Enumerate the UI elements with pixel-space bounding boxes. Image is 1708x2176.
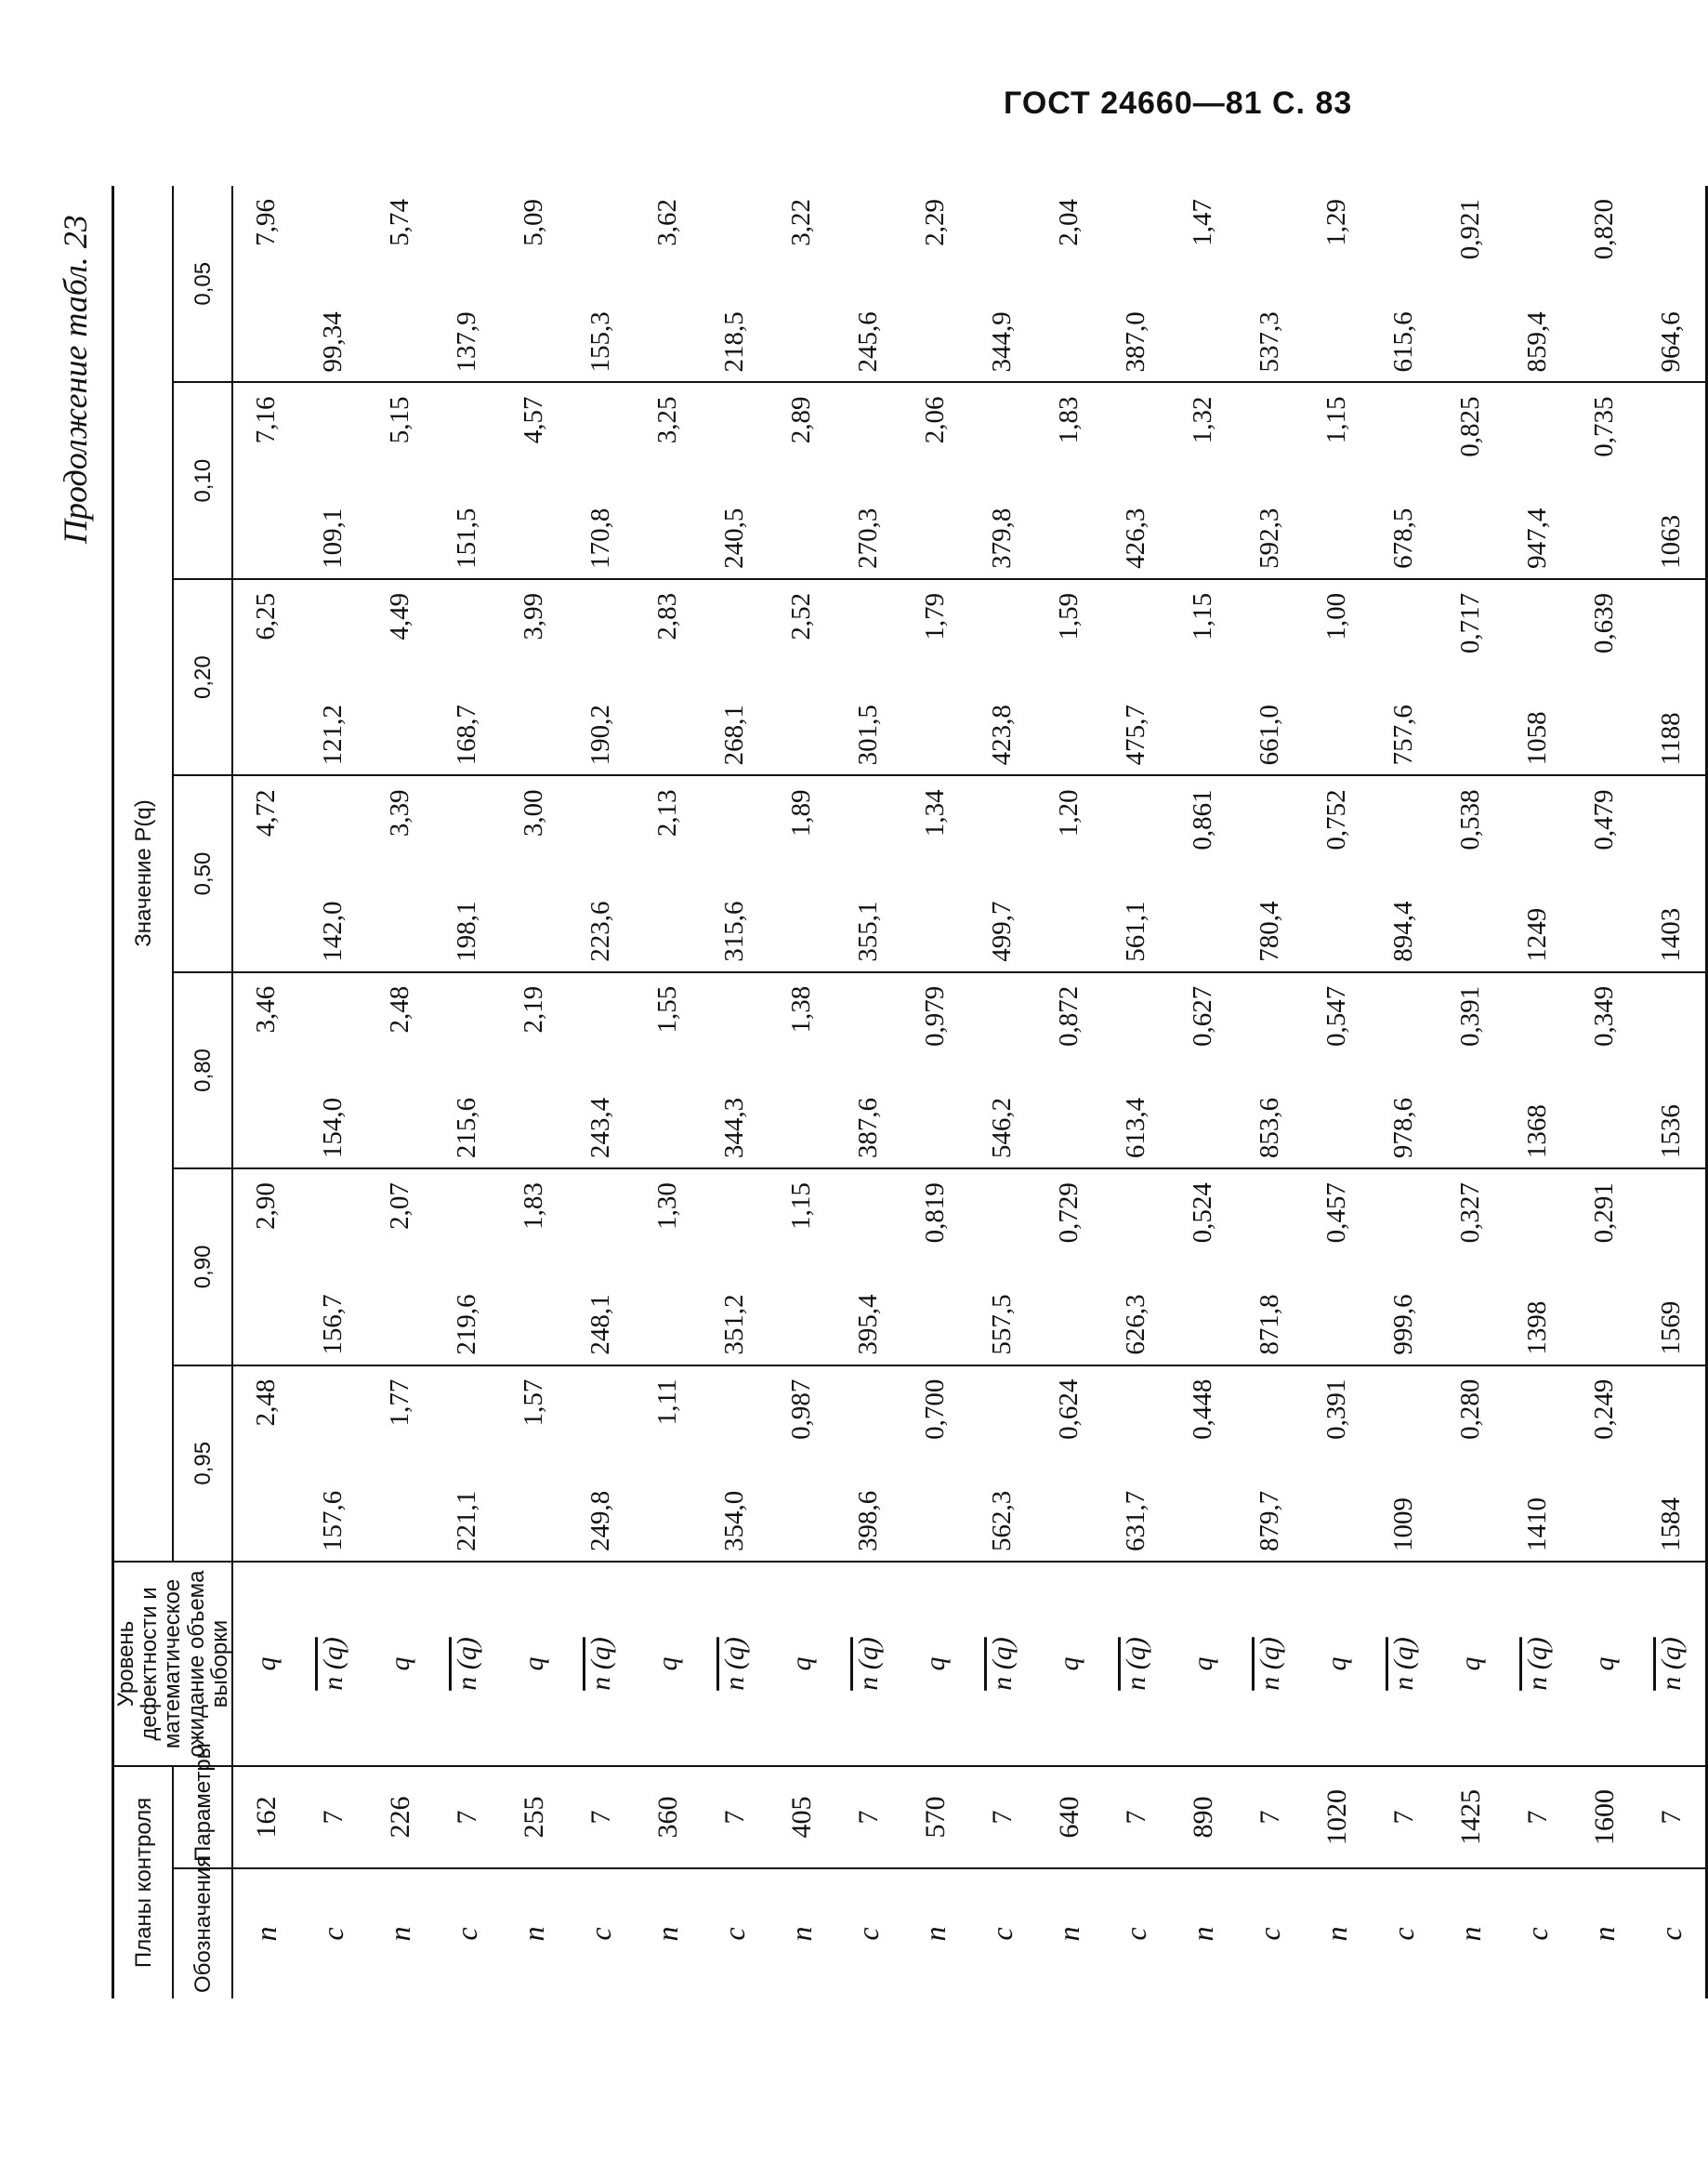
value-cell: 248,1 — [568, 1168, 635, 1365]
level-cell: n (q) — [1237, 1562, 1304, 1766]
parameter-cell: 570 — [902, 1766, 969, 1868]
parameter-cell: 162 — [232, 1766, 300, 1868]
designation-cell: c — [450, 1927, 484, 1941]
value-cell: 2,83 — [635, 579, 702, 775]
value-cell: 3,46 — [232, 972, 300, 1168]
designation-cell: c — [584, 1927, 618, 1941]
level-cell: n (q) — [1638, 1562, 1707, 1766]
value-cell: 1,57 — [501, 1365, 568, 1562]
value-cell: 546,2 — [969, 972, 1036, 1168]
level-cell: n (q) — [969, 1562, 1036, 1766]
table-row — [1103, 186, 1170, 1998]
table-row — [835, 186, 902, 1998]
value-cell: 3,39 — [367, 775, 434, 971]
value-cell: 0,349 — [1571, 972, 1638, 1168]
p-value-header: 0,20 — [173, 579, 232, 775]
value-cell: 170,8 — [568, 382, 635, 578]
value-cell: 151,5 — [434, 382, 501, 578]
value-cell: 1,89 — [769, 775, 835, 971]
value-cell: 398,6 — [835, 1365, 902, 1562]
level-cell: q — [1036, 1562, 1103, 1766]
value-cell: 592,3 — [1237, 382, 1304, 578]
data-table — [112, 186, 1708, 1998]
value-cell: 190,2 — [568, 579, 635, 775]
value-cell: 1,29 — [1304, 186, 1371, 382]
table-row — [1036, 186, 1103, 1998]
value-cell: 853,6 — [1237, 972, 1304, 1168]
value-cell: 245,6 — [835, 186, 902, 382]
value-cell: 964,6 — [1638, 186, 1707, 382]
value-cell: 859,4 — [1504, 186, 1571, 382]
parameter-cell: 7 — [568, 1766, 635, 1868]
value-cell: 0,479 — [1571, 775, 1638, 971]
parameter-cell: 1020 — [1304, 1766, 1371, 1868]
value-cell: 1,00 — [1304, 579, 1371, 775]
value-cell: 2,48 — [367, 972, 434, 1168]
level-cell: q — [769, 1562, 835, 1766]
designation-cell: n — [383, 1926, 417, 1942]
value-cell: 218,5 — [702, 186, 769, 382]
value-cell: 2,90 — [232, 1168, 300, 1365]
level-cell: q — [1170, 1562, 1237, 1766]
table-row — [1304, 186, 1371, 1998]
value-cell: 0,819 — [902, 1168, 969, 1365]
designation-cell: n — [517, 1926, 551, 1942]
table-body — [232, 186, 1707, 1998]
value-cell: 1368 — [1504, 972, 1571, 1168]
value-cell: 1,79 — [902, 579, 969, 775]
value-cell: 2,19 — [501, 972, 568, 1168]
value-cell: 0,729 — [1036, 1168, 1103, 1365]
value-cell: 4,49 — [367, 579, 434, 775]
designation-cell: n — [1453, 1926, 1488, 1942]
value-cell: 137,9 — [434, 186, 501, 382]
designation-cell: c — [1520, 1927, 1555, 1941]
value-cell: 1,59 — [1036, 579, 1103, 775]
value-cell: 0,752 — [1304, 775, 1371, 971]
value-cell: 219,6 — [434, 1168, 501, 1365]
table-row — [902, 186, 969, 1998]
table-row — [769, 186, 835, 1998]
value-cell: 475,7 — [1103, 579, 1170, 775]
designation-cell: c — [1253, 1927, 1287, 1941]
level-cell: q — [1304, 1562, 1371, 1766]
value-cell: 354,0 — [702, 1365, 769, 1562]
value-cell: 387,0 — [1103, 186, 1170, 382]
designation-cell: n — [784, 1926, 819, 1942]
level-cell: n (q) — [300, 1562, 367, 1766]
parameter-cell: 255 — [501, 1766, 568, 1868]
level-cell: q — [232, 1562, 300, 1766]
table-row — [1571, 186, 1638, 1998]
table-row — [501, 186, 568, 1998]
value-cell: 2,89 — [769, 382, 835, 578]
parameter-cell: 7 — [702, 1766, 769, 1868]
value-cell: 1,32 — [1170, 382, 1237, 578]
value-cell: 678,5 — [1371, 382, 1438, 578]
table-row — [1504, 186, 1571, 1998]
value-cell: 3,62 — [635, 186, 702, 382]
p-value-header: 0,90 — [173, 1168, 232, 1365]
value-cell: 99,34 — [300, 186, 367, 382]
designation-cell: c — [1654, 1927, 1688, 1941]
level-cell: q — [902, 1562, 969, 1766]
value-cell: 0,280 — [1438, 1365, 1504, 1562]
value-cell: 626,3 — [1103, 1168, 1170, 1365]
value-cell: 2,48 — [232, 1365, 300, 1562]
value-cell: 562,3 — [969, 1365, 1036, 1562]
value-cell: 561,1 — [1103, 775, 1170, 971]
level-cell: n (q) — [702, 1562, 769, 1766]
parameter-cell: 7 — [969, 1766, 1036, 1868]
value-cell: 270,3 — [835, 382, 902, 578]
value-cell: 2,06 — [902, 382, 969, 578]
table-row — [300, 186, 367, 1998]
value-cell: 0,717 — [1438, 579, 1504, 775]
designation-cell: n — [1587, 1926, 1622, 1942]
value-cell: 0,979 — [902, 972, 969, 1168]
value-cell: 1403 — [1638, 775, 1707, 971]
value-cell: 2,04 — [1036, 186, 1103, 382]
value-cell: 155,3 — [568, 186, 635, 382]
value-cell: 1,47 — [1170, 186, 1237, 382]
value-cell: 344,3 — [702, 972, 769, 1168]
designation-cell: n — [650, 1926, 685, 1942]
parameter-cell: 890 — [1170, 1766, 1237, 1868]
p-value-header: 0,95 — [173, 1365, 232, 1562]
table-row — [367, 186, 434, 1998]
value-cell: 3,25 — [635, 382, 702, 578]
value-cell: 6,25 — [232, 579, 300, 775]
parameter-cell: 1600 — [1571, 1766, 1638, 1868]
value-cell: 879,7 — [1237, 1365, 1304, 1562]
parameter-cell: 7 — [1371, 1766, 1438, 1868]
value-cell: 1,83 — [501, 1168, 568, 1365]
designation-cell: c — [1119, 1927, 1153, 1941]
value-cell: 1569 — [1638, 1168, 1707, 1365]
value-cell: 268,1 — [702, 579, 769, 775]
p-value-header: 0,10 — [173, 382, 232, 578]
level-cell: n (q) — [568, 1562, 635, 1766]
parameter-cell: 7 — [300, 1766, 367, 1868]
value-cell: 1536 — [1638, 972, 1707, 1168]
value-cell: 3,99 — [501, 579, 568, 775]
parameter-cell: 7 — [835, 1766, 902, 1868]
value-cell: 3,22 — [769, 186, 835, 382]
table-row — [702, 186, 769, 1998]
table-row — [969, 186, 1036, 1998]
value-cell: 947,4 — [1504, 382, 1571, 578]
parameter-cell: 640 — [1036, 1766, 1103, 1868]
value-cell: 215,6 — [434, 972, 501, 1168]
designation-cell: c — [1386, 1927, 1421, 1941]
designation-cell: c — [851, 1927, 886, 1941]
value-cell: 5,09 — [501, 186, 568, 382]
designation-cell: n — [1320, 1926, 1354, 1942]
value-cell: 223,6 — [568, 775, 635, 971]
parameter-cell: 7 — [1103, 1766, 1170, 1868]
value-cell: 221,1 — [434, 1365, 501, 1562]
value-cell: 894,4 — [1371, 775, 1438, 971]
parameter-cell: 226 — [367, 1766, 434, 1868]
value-cell: 0,547 — [1304, 972, 1371, 1168]
table-row — [1237, 186, 1304, 1998]
value-cell: 315,6 — [702, 775, 769, 971]
value-cell: 5,15 — [367, 382, 434, 578]
value-cell: 613,4 — [1103, 972, 1170, 1168]
value-cell: 243,4 — [568, 972, 635, 1168]
value-cell: 557,5 — [969, 1168, 1036, 1365]
value-cell: 0,524 — [1170, 1168, 1237, 1365]
p-value-header: 0,05 — [173, 186, 232, 382]
value-cell: 157,6 — [300, 1365, 367, 1562]
value-cell: 1,20 — [1036, 775, 1103, 971]
value-cell: 2,07 — [367, 1168, 434, 1365]
value-cell: 198,1 — [434, 775, 501, 971]
value-cell: 0,639 — [1571, 579, 1638, 775]
value-cell: 0,291 — [1571, 1168, 1638, 1365]
value-cell: 999,6 — [1371, 1168, 1438, 1365]
value-cell: 871,8 — [1237, 1168, 1304, 1365]
designation-cell: n — [1186, 1926, 1220, 1942]
value-cell: 395,4 — [835, 1168, 902, 1365]
level-cell: n (q) — [835, 1562, 902, 1766]
parameter-cell: 360 — [635, 1766, 702, 1868]
value-cell: 0,391 — [1438, 972, 1504, 1168]
value-cell: 615,6 — [1371, 186, 1438, 382]
table-row — [232, 186, 300, 1998]
value-cell: 0,700 — [902, 1365, 969, 1562]
value-cell: 1,15 — [1304, 382, 1371, 578]
designation-header: Обозначения — [190, 1854, 216, 1993]
value-cell: 1,15 — [1170, 579, 1237, 775]
value-cell: 780,4 — [1237, 775, 1304, 971]
level-cell: q — [1571, 1562, 1638, 1766]
rotated-table-wrapper — [112, 186, 1688, 1998]
value-cell: 5,74 — [367, 186, 434, 382]
value-cell: 1,83 — [1036, 382, 1103, 578]
value-cell: 1,34 — [902, 775, 969, 971]
value-cell: 344,9 — [969, 186, 1036, 382]
value-cell: 0,448 — [1170, 1365, 1237, 1562]
value-cell: 7,96 — [232, 186, 300, 382]
value-cell: 0,457 — [1304, 1168, 1371, 1365]
table-row — [1371, 186, 1438, 1998]
level-cell: q — [1438, 1562, 1504, 1766]
level-cell: n (q) — [1504, 1562, 1571, 1766]
value-cell: 156,7 — [300, 1168, 367, 1365]
value-cell: 0,627 — [1170, 972, 1237, 1168]
value-cell: 0,872 — [1036, 972, 1103, 1168]
value-cell: 537,3 — [1237, 186, 1304, 382]
value-cell: 1009 — [1371, 1365, 1438, 1562]
table-row — [1438, 186, 1504, 1998]
value-cell: 1,11 — [635, 1365, 702, 1562]
value-cell: 1398 — [1504, 1168, 1571, 1365]
parameter-cell: 7 — [1237, 1766, 1304, 1868]
value-cell: 355,1 — [835, 775, 902, 971]
level-header: Уровень дефектности и математическое ожидание объема выборки — [113, 1562, 232, 1766]
table-row — [1638, 186, 1707, 1998]
value-cell: 0,538 — [1438, 775, 1504, 971]
table-row — [1170, 186, 1237, 1998]
value-group-header: Значение P(q) — [113, 186, 174, 1562]
value-cell: 1,77 — [367, 1365, 434, 1562]
value-cell: 1,38 — [769, 972, 835, 1168]
level-cell: q — [367, 1562, 434, 1766]
value-cell: 4,72 — [232, 775, 300, 971]
value-cell: 142,0 — [300, 775, 367, 971]
value-cell: 301,5 — [835, 579, 902, 775]
table-row — [635, 186, 702, 1998]
value-cell: 0,921 — [1438, 186, 1504, 382]
designation-cell: n — [1052, 1926, 1086, 1942]
parameter-cell: 405 — [769, 1766, 835, 1868]
level-cell: q — [635, 1562, 702, 1766]
value-cell: 1188 — [1638, 579, 1707, 775]
parameter-cell: 7 — [434, 1766, 501, 1868]
parameter-cell: 1425 — [1438, 1766, 1504, 1868]
value-cell: 387,6 — [835, 972, 902, 1168]
value-cell: 109,1 — [300, 382, 367, 578]
value-cell: 121,2 — [300, 579, 367, 775]
value-cell: 499,7 — [969, 775, 1036, 971]
designation-cell: n — [918, 1926, 953, 1942]
table-row — [568, 186, 635, 1998]
value-cell: 351,2 — [702, 1168, 769, 1365]
p-value-header: 0,80 — [173, 972, 232, 1168]
value-cell: 1,30 — [635, 1168, 702, 1365]
level-cell: n (q) — [1371, 1562, 1438, 1766]
value-cell: 426,3 — [1103, 382, 1170, 578]
value-cell: 0,735 — [1571, 382, 1638, 578]
plans-group-header: Планы контроля — [113, 1766, 174, 1998]
designation-cell: c — [985, 1927, 1019, 1941]
level-cell: n (q) — [434, 1562, 501, 1766]
value-cell: 0,249 — [1571, 1365, 1638, 1562]
value-cell: 168,7 — [434, 579, 501, 775]
value-cell: 0,391 — [1304, 1365, 1371, 1562]
value-cell: 1584 — [1638, 1365, 1707, 1562]
value-cell: 978,6 — [1371, 972, 1438, 1168]
table-row — [434, 186, 501, 1998]
value-cell: 7,16 — [232, 382, 300, 578]
value-cell: 1,15 — [769, 1168, 835, 1365]
value-cell: 1063 — [1638, 382, 1707, 578]
value-cell: 0,820 — [1571, 186, 1638, 382]
value-cell: 1,55 — [635, 972, 702, 1168]
value-cell: 2,13 — [635, 775, 702, 971]
value-cell: 423,8 — [969, 579, 1036, 775]
value-cell: 0,861 — [1170, 775, 1237, 971]
value-cell: 1058 — [1504, 579, 1571, 775]
p-value-header: 0,50 — [173, 775, 232, 971]
value-cell: 1410 — [1504, 1365, 1571, 1562]
designation-cell: c — [316, 1927, 350, 1941]
value-cell: 240,5 — [702, 382, 769, 578]
level-cell: q — [501, 1562, 568, 1766]
value-cell: 2,29 — [902, 186, 969, 382]
value-cell: 661,0 — [1237, 579, 1304, 775]
parameter-cell: 7 — [1638, 1766, 1707, 1868]
designation-cell: c — [717, 1927, 752, 1941]
value-cell: 0,624 — [1036, 1365, 1103, 1562]
page-header: ГОСТ 24660—81 С. 83 — [1004, 86, 1353, 121]
value-cell: 757,6 — [1371, 579, 1438, 775]
value-cell: 0,987 — [769, 1365, 835, 1562]
value-cell: 249,8 — [568, 1365, 635, 1562]
value-cell: 1249 — [1504, 775, 1571, 971]
table-continuation-caption: Продолжение табл. 23 — [57, 215, 94, 544]
value-cell: 0,825 — [1438, 382, 1504, 578]
value-cell: 154,0 — [300, 972, 367, 1168]
value-cell: 0,327 — [1438, 1168, 1504, 1365]
value-cell: 631,7 — [1103, 1365, 1170, 1562]
designation-cell: n — [249, 1926, 283, 1942]
parameter-cell: 7 — [1504, 1766, 1571, 1868]
value-cell: 3,00 — [501, 775, 568, 971]
value-cell: 379,8 — [969, 382, 1036, 578]
parameters-header: Параметры — [173, 1766, 232, 1868]
value-cell: 4,57 — [501, 382, 568, 578]
value-cell: 2,52 — [769, 579, 835, 775]
level-cell: n (q) — [1103, 1562, 1170, 1766]
